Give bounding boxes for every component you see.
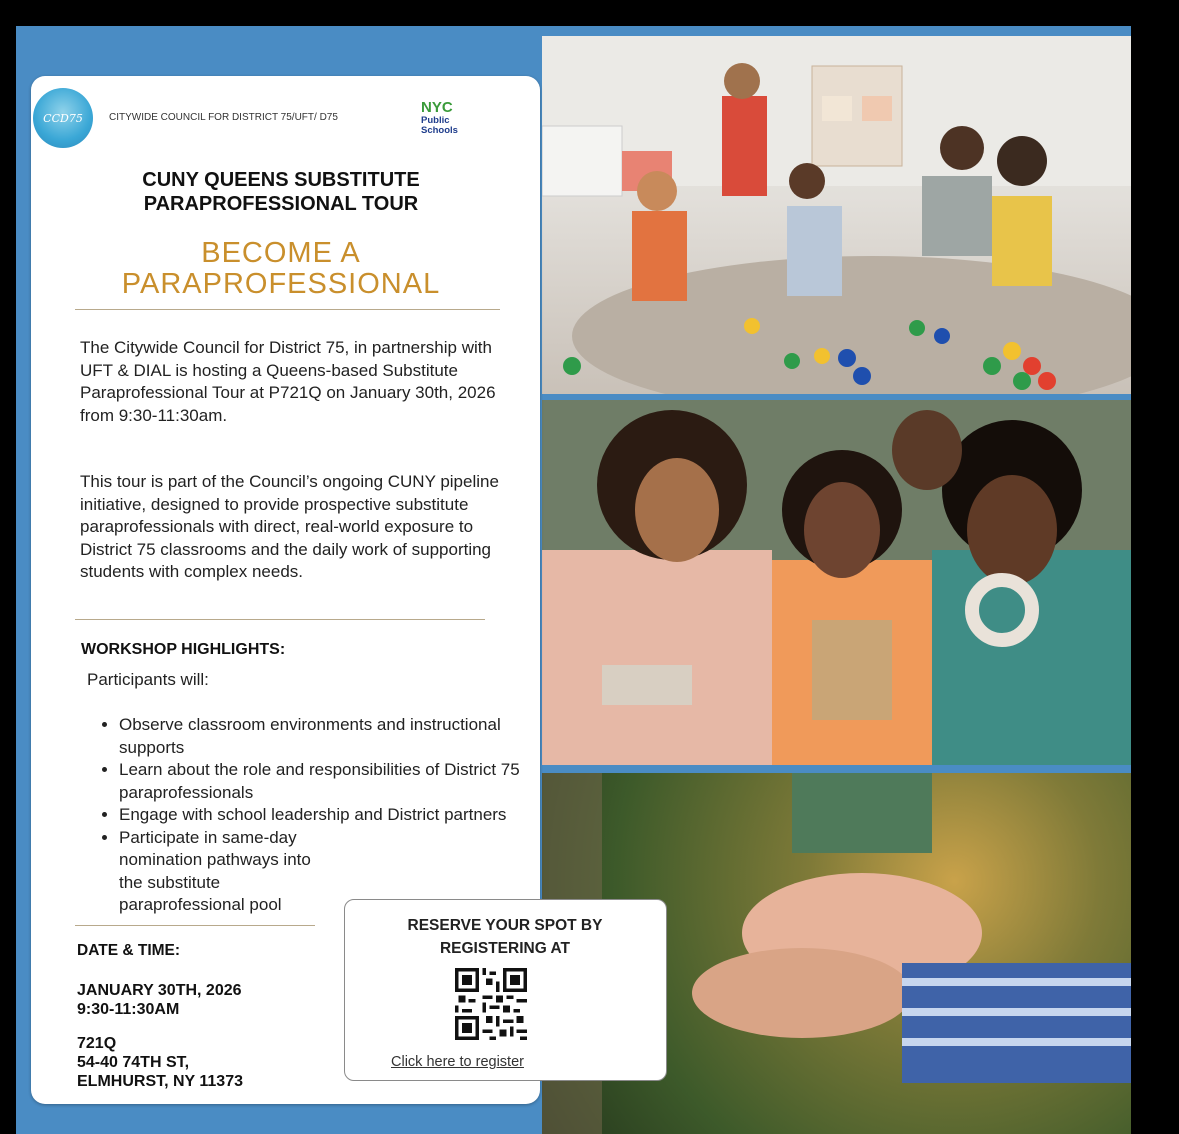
ccd75-logo-text: CCD75 (43, 111, 83, 125)
register-heading-line1: RESERVE YOUR SPOT BY (407, 917, 603, 934)
students-photo (542, 400, 1131, 765)
nyc-logo-text: NYC (421, 99, 453, 116)
register-heading-line2: REGISTERING AT (439, 940, 571, 957)
classroom-photo (542, 36, 1131, 394)
section-divider (75, 619, 485, 620)
highlights-list (99, 714, 539, 917)
intro-paragraph: The Citywide Council for District 75, in partnership with UFT & DIAL is hosting a Queens-based Substitute Paraprofessional Tour at P721Q on January 30th, 2026 from 9:30-11:30am. (80, 338, 496, 425)
event-date: JANUARY 30TH, 2026 (77, 982, 242, 999)
list-item: • Learn about the role and responsibilities of District 75 paraprofessionals (119, 759, 539, 804)
event-time: 9:30-11:30AM (77, 1001, 180, 1018)
tour-title-line2: PARAPROFESSIONAL TOUR (143, 193, 419, 215)
highlights-heading: WORKSHOP HIGHLIGHTS: (81, 641, 286, 658)
headline-line1: BECOME A (201, 237, 361, 269)
pipeline-paragraph: This tour is part of the Council’s ongoing CUNY pipeline initiative, designed to provide prospective substitute paraprofessionals with direct, real-world exposure to District 75 classrooms and the daily work of supporting students with complex needs. (80, 472, 499, 581)
register-box (344, 899, 667, 1081)
qr-code-icon[interactable] (455, 968, 527, 1040)
list-item: • Engage with school leadership and District partners (119, 804, 539, 827)
location-city: ELMHURST, NY 11373 (77, 1073, 243, 1090)
nyc-logo-public: Public (421, 115, 450, 126)
headline-divider (75, 309, 500, 310)
nyc-logo-schools: Schools (421, 125, 458, 136)
headline (71, 238, 491, 300)
tour-title (91, 168, 471, 216)
register-link[interactable]: Click here to register (391, 1054, 524, 1070)
register-heading (365, 914, 645, 960)
list-item: • Observe classroom environments and instructional supports (119, 714, 539, 759)
location-street: 54-40 74TH ST, (77, 1054, 190, 1071)
date-heading: DATE & TIME: (77, 942, 181, 959)
list-item: • Participate in same-day nomination pathways into the substitute paraprofessional pool (119, 827, 339, 917)
headline-line2: PARAPROFESSIONAL (121, 268, 441, 300)
nyc-public-schools-logo (421, 100, 481, 140)
location-code: 721Q (77, 1035, 117, 1052)
tour-title-line1: CUNY QUEENS SUBSTITUTE (142, 169, 420, 191)
highlights-divider (75, 925, 315, 926)
flyer-frame (16, 26, 1131, 1134)
participants-intro: Participants will: (87, 670, 209, 689)
ccd75-logo (33, 88, 93, 148)
council-name: CITYWIDE COUNCIL FOR DISTRICT 75/UFT/ D75 (109, 112, 338, 123)
